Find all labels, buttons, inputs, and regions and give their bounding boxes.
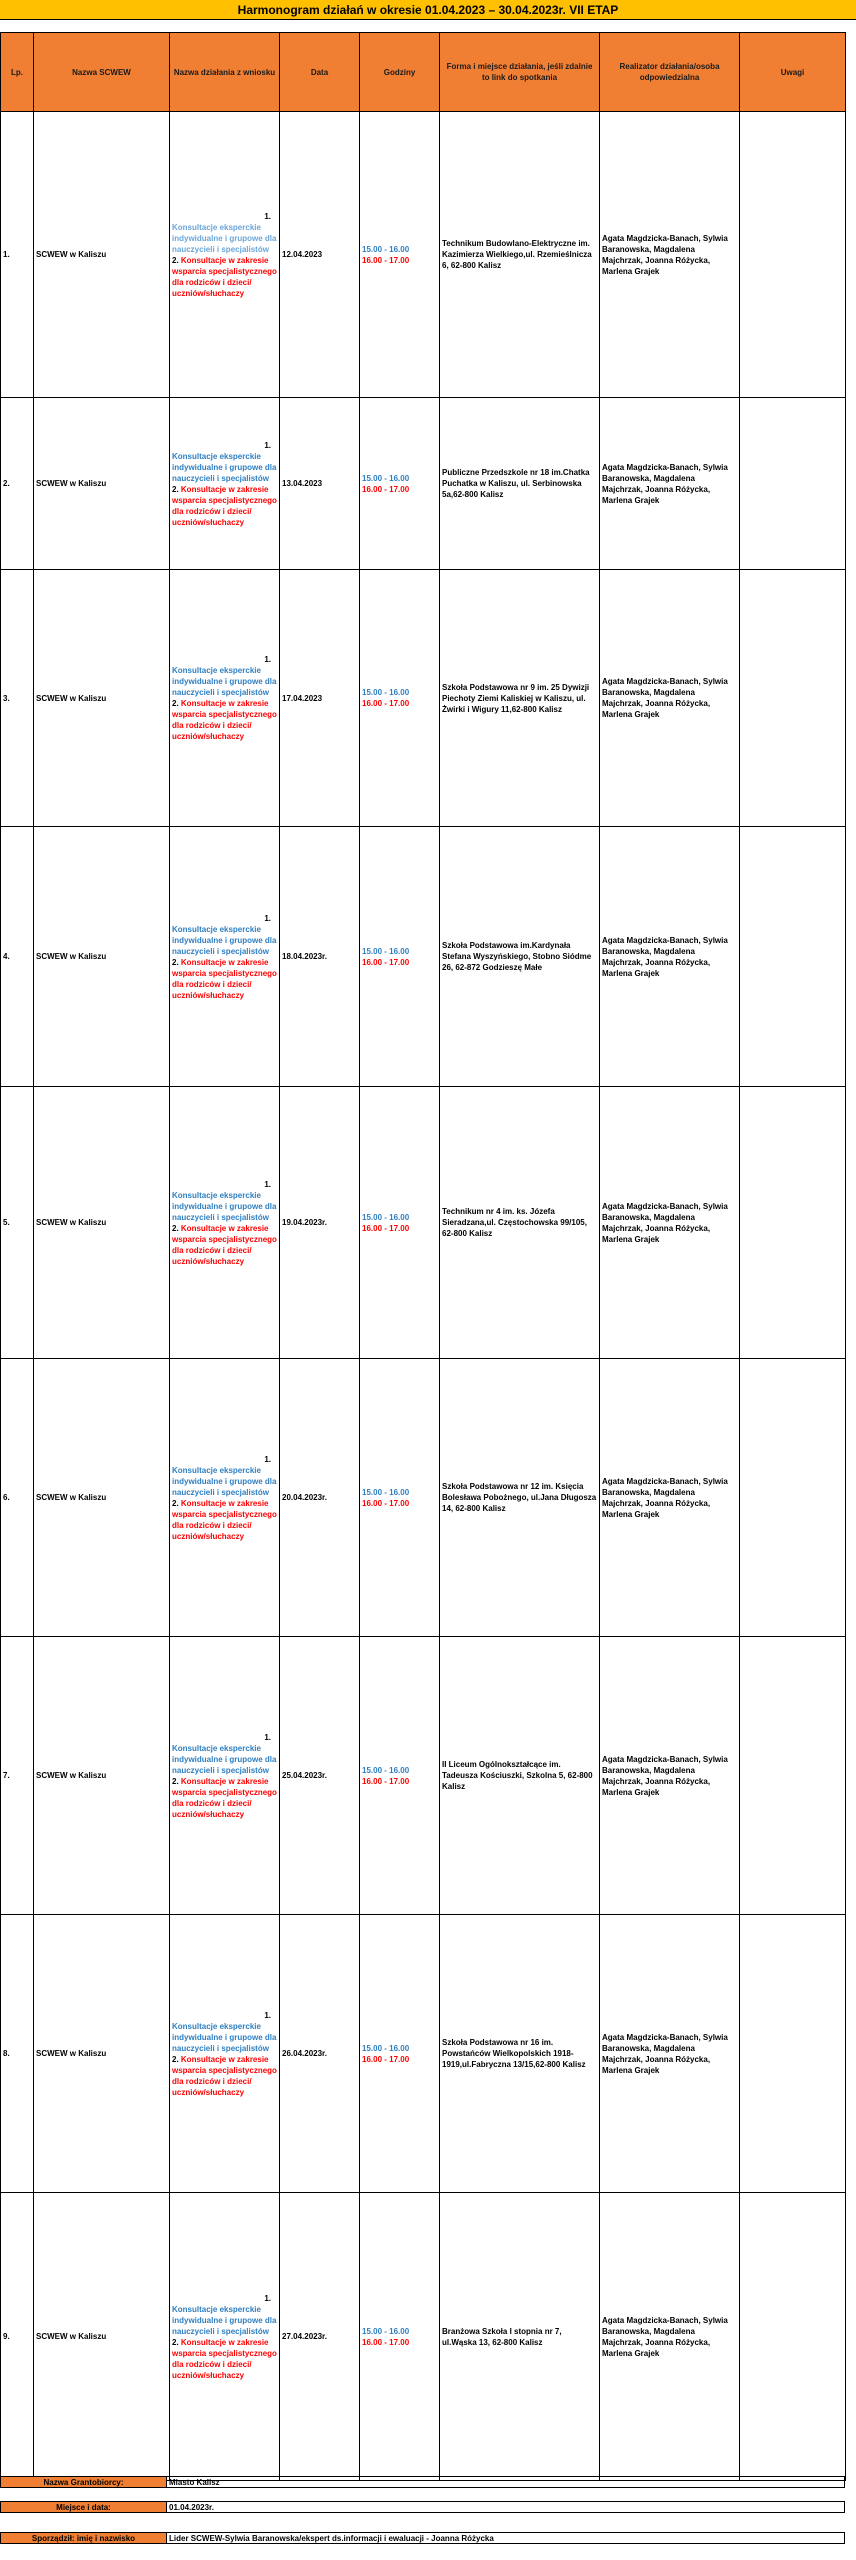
cell-miejsce: Technikum nr 4 im. ks. Józefa Sieradzana,ul. Częstochowska 99/105, 62-800 Kalisz [440, 1087, 600, 1359]
table-row [1, 827, 846, 1087]
activity-part-1: Konsultacje eksperckie indywidualne i grupowe dla nauczycieli i specjalistów [172, 1190, 277, 1222]
header-godziny: Godziny [360, 33, 440, 112]
activity-part-2-text: Konsultacje w zakresie wsparcia specjalistycznego dla rodziców i dzieci/ uczniów/słuchaczy [172, 255, 277, 298]
activity-num-2: 2. [172, 1223, 179, 1233]
time-slot-1: 15.00 - 16.00 [362, 2043, 410, 2053]
cell-lp: 5. [1, 1087, 34, 1359]
cell-godziny [360, 1637, 440, 1915]
header-nazwa: Nazwa SCWEW [34, 33, 170, 112]
activity-num-2: 2. [172, 2337, 179, 2347]
activity-part-1: Konsultacje eksperckie indywidualne i grupowe dla nauczycieli i specjalistów [172, 451, 277, 483]
cell-realizator: Agata Magdzicka-Banach, Sylwia Baranowska, Magdalena Majchrzak, Joanna Różycka, Marlena Grajek [600, 398, 740, 570]
cell-miejsce: Szkoła Podstawowa nr 12 im. Księcia Bolesława Pobożnego, ul.Jana Długosza 14, 62-800 Kalisz [440, 1359, 600, 1637]
cell-dzialanie [170, 112, 280, 398]
header-dzialanie: Nazwa działania z wniosku [170, 33, 280, 112]
header-forma: Forma i miejsce działania, jeśli zdalnie to link do spotkania [440, 33, 600, 112]
cell-uwagi [740, 398, 846, 570]
schedule-rows [1, 112, 846, 2481]
footer-grantobiorca-value: Miasto Kalisz [167, 2476, 845, 2488]
cell-realizator: Agata Magdzicka-Banach, Sylwia Baranowska, Magdalena Majchrzak, Joanna Różycka, Marlena Grajek [600, 1359, 740, 1637]
header-lp: Lp. [1, 33, 34, 112]
activity-part-2-text: Konsultacje w zakresie wsparcia specjalistycznego dla rodziców i dzieci/ uczniów/słuchaczy [172, 1776, 277, 1819]
cell-lp: 4. [1, 827, 34, 1087]
cell-godziny [360, 2193, 440, 2481]
cell-uwagi [740, 1637, 846, 1915]
cell-data: 18.04.2023r. [280, 827, 360, 1087]
activity-num-2: 2. [172, 699, 179, 708]
time-slot-1: 15.00 - 16.00 [362, 1212, 410, 1222]
table-row [1, 112, 846, 398]
activity-num-2: 2. [172, 255, 179, 265]
cell-data: 17.04.2023 [280, 570, 360, 827]
time-slot-1: 15.00 - 16.00 [362, 946, 410, 956]
cell-miejsce: Technikum Budowlano-Elektryczne im. Kazimierza Wielkiego,ul. Rzemieślnicza 6, 62-800 Kalisz [440, 112, 600, 398]
table-row [1, 1359, 846, 1637]
time-slot-2: 16.00 - 17.00 [362, 1776, 410, 1786]
activity-num-1: 1. [264, 1732, 271, 1742]
cell-nazwa: SCWEW w Kaliszu [34, 2193, 170, 2481]
activity-part-1: Konsultacje eksperckie indywidualne i grupowe dla nauczycieli i specjalistów [172, 1743, 277, 1775]
activity-part-2-text: Konsultacje w zakresie wsparcia specjalistycznego dla rodziców i dzieci/ uczniów/słuchaczy [172, 484, 277, 527]
activity-part-1: Konsultacje eksperckie indywidualne i grupowe dla nauczycieli i specjalistów [172, 222, 277, 254]
activity-part-2 [172, 1776, 277, 1820]
activity-part-1: Konsultacje eksperckie indywidualne i grupowe dla nauczycieli i specjalistów [172, 666, 277, 697]
footer-sporzadzil-label: Sporządził: imię i nazwisko [0, 2532, 167, 2544]
activity-num-2: 2. [172, 957, 179, 967]
cell-lp: 8. [1, 1915, 34, 2193]
activity-num-1: 1. [264, 2010, 271, 2020]
activity-num-2: 2. [172, 1498, 179, 1508]
table-row [1, 570, 846, 827]
footer-sporzadzil [0, 2532, 845, 2544]
cell-lp: 6. [1, 1359, 34, 1637]
time-slot-2: 16.00 - 17.00 [362, 255, 410, 265]
cell-dzialanie [170, 1359, 280, 1637]
cell-miejsce: Szkoła Podstawowa nr 9 im. 25 Dywizji Piechoty Ziemi Kaliskiej w Kaliszu, ul. Żwirki i Wigury 11,62-800 Kalisz [440, 570, 600, 827]
activity-part-2-text: Konsultacje w zakresie wsparcia specjalistycznego dla rodziców i dzieci/ uczniów/słuchaczy [172, 957, 277, 1000]
cell-data: 12.04.2023 [280, 112, 360, 398]
page-title: Harmonogram działań w okresie 01.04.2023 – 30.04.2023r. VII ETAP [0, 0, 856, 20]
cell-godziny [360, 827, 440, 1087]
activity-num-1: 1. [264, 211, 271, 221]
table-row [1, 398, 846, 570]
activity-part-2-text: Konsultacje w zakresie wsparcia specjalistycznego dla rodziców i dzieci/ uczniów/słuchaczy [172, 2054, 277, 2097]
activity-part-1: Konsultacje eksperckie indywidualne i grupowe dla nauczycieli i specjalistów [172, 924, 277, 956]
time-slot-2: 16.00 - 17.00 [362, 2054, 410, 2064]
table-row [1, 1915, 846, 2193]
time-slot-2: 16.00 - 17.00 [362, 484, 410, 494]
cell-miejsce: Publiczne Przedszkole nr 18 im.Chatka Puchatka w Kaliszu, ul. Serbinowska 5a,62-800 Kalisz [440, 398, 600, 570]
activity-part-2-text: Konsultacje w zakresie wsparcia specjalistycznego dla rodziców i dzieci/ uczniów/słuchaczy [172, 699, 277, 741]
cell-godziny [360, 1359, 440, 1637]
time-slot-1: 15.00 - 16.00 [362, 2326, 410, 2336]
cell-miejsce: Branżowa Szkoła I stopnia nr 7, ul.Wąska 13, 62-800 Kalisz [440, 2193, 600, 2481]
cell-uwagi [740, 1087, 846, 1359]
table-row [1, 1087, 846, 1359]
time-slot-2: 16.00 - 17.00 [362, 957, 410, 967]
header-data: Data [280, 33, 360, 112]
time-slot-1: 15.00 - 16.00 [362, 473, 410, 483]
footer-grantobiorca-label: Nazwa Grantobiorcy: [0, 2476, 167, 2488]
cell-realizator: Agata Magdzicka-Banach, Sylwia Baranowska, Magdalena Majchrzak, Joanna Różycka, Marlena Grajek [600, 1087, 740, 1359]
table-row [1, 2193, 846, 2481]
cell-uwagi [740, 112, 846, 398]
activity-part-2 [172, 698, 277, 742]
activity-part-2 [172, 2054, 277, 2098]
cell-realizator: Agata Magdzicka-Banach, Sylwia Baranowska, Magdalena Majchrzak, Joanna Różycka, Marlena Grajek [600, 1637, 740, 1915]
cell-nazwa: SCWEW w Kaliszu [34, 398, 170, 570]
time-slot-1: 15.00 - 16.00 [362, 244, 410, 254]
cell-realizator: Agata Magdzicka-Banach, Sylwia Baranowska, Magdalena Majchrzak, Joanna Różycka, Marlena Grajek [600, 570, 740, 827]
cell-nazwa: SCWEW w Kaliszu [34, 1915, 170, 2193]
activity-part-1: Konsultacje eksperckie indywidualne i grupowe dla nauczycieli i specjalistów [172, 1465, 277, 1497]
time-slot-2: 16.00 - 17.00 [362, 1498, 410, 1508]
cell-dzialanie [170, 398, 280, 570]
cell-lp: 3. [1, 570, 34, 827]
cell-lp: 1. [1, 112, 34, 398]
cell-miejsce: II Liceum Ogólnokształcące im. Tadeusza Kościuszki, Szkolna 5, 62-800 Kalisz [440, 1637, 600, 1915]
footer-miejsce-label: Miejsce i data: [0, 2501, 167, 2513]
footer-grantobiorca [0, 2476, 845, 2488]
cell-godziny [360, 112, 440, 398]
cell-uwagi [740, 2193, 846, 2481]
schedule-table [0, 32, 846, 2481]
cell-nazwa: SCWEW w Kaliszu [34, 112, 170, 398]
cell-dzialanie [170, 827, 280, 1087]
time-slot-1: 15.00 - 16.00 [362, 688, 410, 697]
table-row [1, 1637, 846, 1915]
cell-uwagi [740, 570, 846, 827]
activity-num-2: 2. [172, 1776, 179, 1786]
cell-nazwa: SCWEW w Kaliszu [34, 570, 170, 827]
cell-uwagi [740, 1359, 846, 1637]
activity-num-1: 1. [264, 2293, 271, 2303]
activity-part-2 [172, 255, 277, 299]
cell-godziny [360, 1915, 440, 2193]
time-slot-2: 16.00 - 17.00 [362, 699, 410, 708]
cell-realizator: Agata Magdzicka-Banach, Sylwia Baranowska, Magdalena Majchrzak, Joanna Różycka, Marlena Grajek [600, 1915, 740, 2193]
cell-lp: 7. [1, 1637, 34, 1915]
activity-num-1: 1. [264, 913, 271, 923]
header-row [1, 33, 846, 112]
activity-num-2: 2. [172, 484, 179, 494]
cell-data: 26.04.2023r. [280, 1915, 360, 2193]
cell-nazwa: SCWEW w Kaliszu [34, 827, 170, 1087]
cell-nazwa: SCWEW w Kaliszu [34, 1637, 170, 1915]
cell-uwagi [740, 827, 846, 1087]
cell-uwagi [740, 1915, 846, 2193]
activity-part-2 [172, 957, 277, 1001]
cell-godziny [360, 398, 440, 570]
activity-part-2 [172, 1498, 277, 1542]
cell-dzialanie [170, 1087, 280, 1359]
cell-dzialanie [170, 1915, 280, 2193]
time-slot-1: 15.00 - 16.00 [362, 1765, 410, 1775]
cell-godziny [360, 1087, 440, 1359]
cell-nazwa: SCWEW w Kaliszu [34, 1087, 170, 1359]
activity-part-1: Konsultacje eksperckie indywidualne i grupowe dla nauczycieli i specjalistów [172, 2304, 277, 2336]
cell-lp: 9. [1, 2193, 34, 2481]
cell-dzialanie [170, 570, 280, 827]
cell-dzialanie [170, 2193, 280, 2481]
activity-part-2-text: Konsultacje w zakresie wsparcia specjalistycznego dla rodziców i dzieci/ uczniów/słuchaczy [172, 1223, 277, 1266]
time-slot-2: 16.00 - 17.00 [362, 2337, 410, 2347]
activity-num-1: 1. [264, 1179, 271, 1189]
cell-nazwa: SCWEW w Kaliszu [34, 1359, 170, 1637]
activity-part-2 [172, 1223, 277, 1267]
cell-data: 20.04.2023r. [280, 1359, 360, 1637]
cell-data: 25.04.2023r. [280, 1637, 360, 1915]
cell-miejsce: Szkoła Podstawowa im.Kardynała Stefana Wyszyńskiego, Stobno Siódme 26, 62-872 Godzieszę Małe [440, 827, 600, 1087]
cell-godziny [360, 570, 440, 827]
cell-data: 27.04.2023r. [280, 2193, 360, 2481]
cell-realizator: Agata Magdzicka-Banach, Sylwia Baranowska, Magdalena Majchrzak, Joanna Różycka, Marlena Grajek [600, 827, 740, 1087]
activity-part-2-text: Konsultacje w zakresie wsparcia specjalistycznego dla rodziców i dzieci/ uczniów/słuchaczy [172, 2337, 277, 2380]
footer-miejsce [0, 2501, 845, 2513]
cell-lp: 2. [1, 398, 34, 570]
cell-miejsce: Szkoła Podstawowa nr 16 im. Powstańców Wielkopolskich 1918-1919,ul.Fabryczna 13/15,62-800 Kalisz [440, 1915, 600, 2193]
activity-part-2 [172, 484, 277, 528]
cell-data: 19.04.2023r. [280, 1087, 360, 1359]
activity-num-1: 1. [264, 440, 271, 450]
activity-part-1: Konsultacje eksperckie indywidualne i grupowe dla nauczycieli i specjalistów [172, 2021, 277, 2053]
footer-sporzadzil-value: Lider SCWEW-Sylwia Baranowska/ekspert ds.informacji i ewaluacji - Joanna Różycka [167, 2532, 845, 2544]
time-slot-1: 15.00 - 16.00 [362, 1487, 410, 1497]
activity-num-1: 1. [264, 655, 271, 664]
header-realizator: Realizator działania/osoba odpowiedzialna [600, 33, 740, 112]
header-uwagi: Uwagi [740, 33, 846, 112]
cell-realizator: Agata Magdzicka-Banach, Sylwia Baranowska, Magdalena Majchrzak, Joanna Różycka, Marlena Grajek [600, 2193, 740, 2481]
time-slot-2: 16.00 - 17.00 [362, 1223, 410, 1233]
activity-num-2: 2. [172, 2054, 179, 2064]
activity-part-2-text: Konsultacje w zakresie wsparcia specjalistycznego dla rodziców i dzieci/ uczniów/słuchaczy [172, 1498, 277, 1541]
footer-miejsce-value: 01.04.2023r. [167, 2501, 845, 2513]
cell-data: 13.04.2023 [280, 398, 360, 570]
cell-dzialanie [170, 1637, 280, 1915]
activity-num-1: 1. [264, 1454, 271, 1464]
cell-realizator: Agata Magdzicka-Banach, Sylwia Baranowska, Magdalena Majchrzak, Joanna Różycka, Marlena Grajek [600, 112, 740, 398]
activity-part-2 [172, 2337, 277, 2381]
